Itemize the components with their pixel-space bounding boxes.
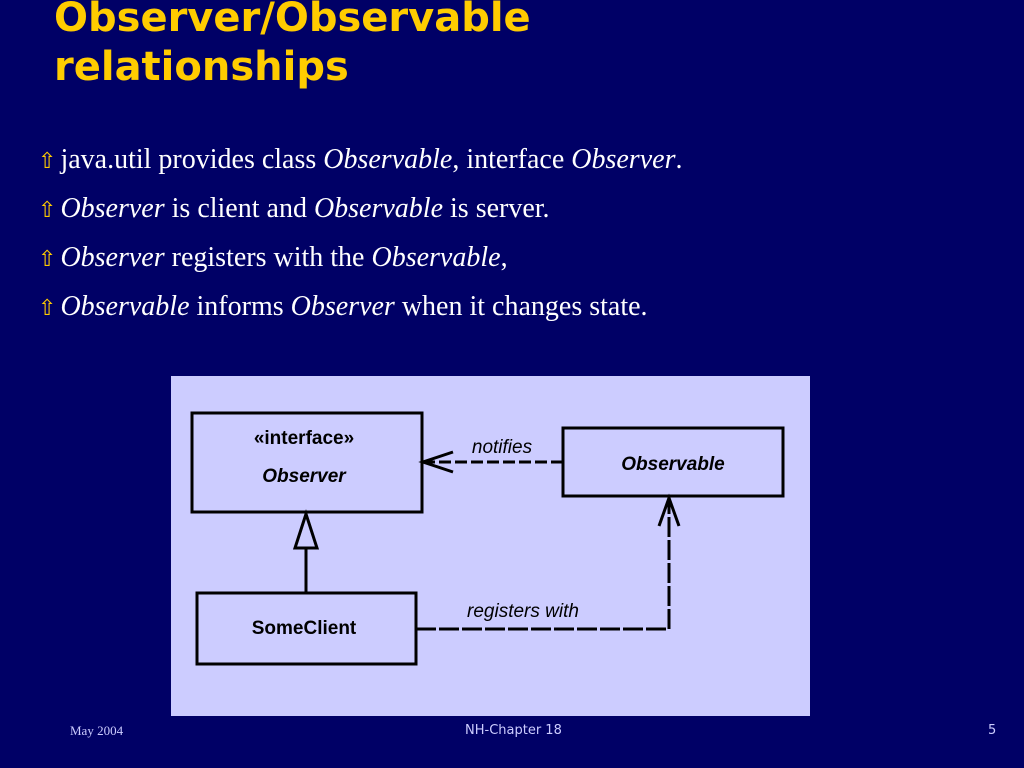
bullet-term: Observable [60, 291, 190, 322]
footer-page-number: 5 [988, 723, 997, 738]
bullet-text: java.util provides class [60, 144, 324, 175]
bullet-text: when it changes state. [394, 291, 648, 322]
notifies-label: notifies [471, 437, 533, 458]
bullet-term: Observer [60, 242, 165, 273]
uml-diagram [171, 376, 810, 716]
bullet-arrow-icon: ⇧ [38, 296, 57, 321]
someclient-class-name: SomeClient [251, 618, 357, 639]
bullet-arrow-icon: ⇧ [38, 247, 57, 272]
slide-title [54, 0, 531, 92]
slide-title-line1: Observer/Observable [54, 0, 531, 41]
footer-date: May 2004 [70, 723, 124, 738]
bullet-term: Observer [571, 144, 676, 175]
bullet-text: registers with the [164, 242, 372, 273]
bullet-text: , [500, 242, 508, 273]
bullet-item [38, 189, 682, 238]
bullet-item [38, 287, 682, 336]
bullet-text: is client and [164, 193, 314, 224]
bullet-term: Observable [313, 193, 444, 224]
observer-stereotype: «interface» [253, 428, 355, 449]
bullet-text: , interface [452, 144, 572, 175]
registers-label: registers with [467, 601, 579, 622]
realization-arrowhead [295, 514, 317, 548]
bullet-text: is server. [443, 193, 550, 224]
bullet-item [38, 140, 682, 189]
observer-class-name: Observer [262, 466, 346, 487]
slide-title-line2: relationships [54, 43, 349, 90]
bullet-term: Observable [371, 242, 501, 273]
footer-chapter: NH-Chapter 18 [465, 723, 562, 738]
bullet-item [38, 238, 682, 287]
bullet-arrow-icon: ⇧ [38, 198, 57, 223]
bullet-arrow-icon: ⇧ [38, 149, 57, 174]
bullet-text: informs [189, 291, 291, 322]
observable-class-name: Observable [621, 454, 725, 475]
uml-diagram-svg [171, 376, 810, 716]
bullet-term: Observer [290, 291, 395, 322]
bullet-list [38, 140, 682, 336]
bullet-text: . [675, 144, 683, 175]
bullet-term: Observer [60, 193, 165, 224]
bullet-term: Observable [323, 144, 453, 175]
